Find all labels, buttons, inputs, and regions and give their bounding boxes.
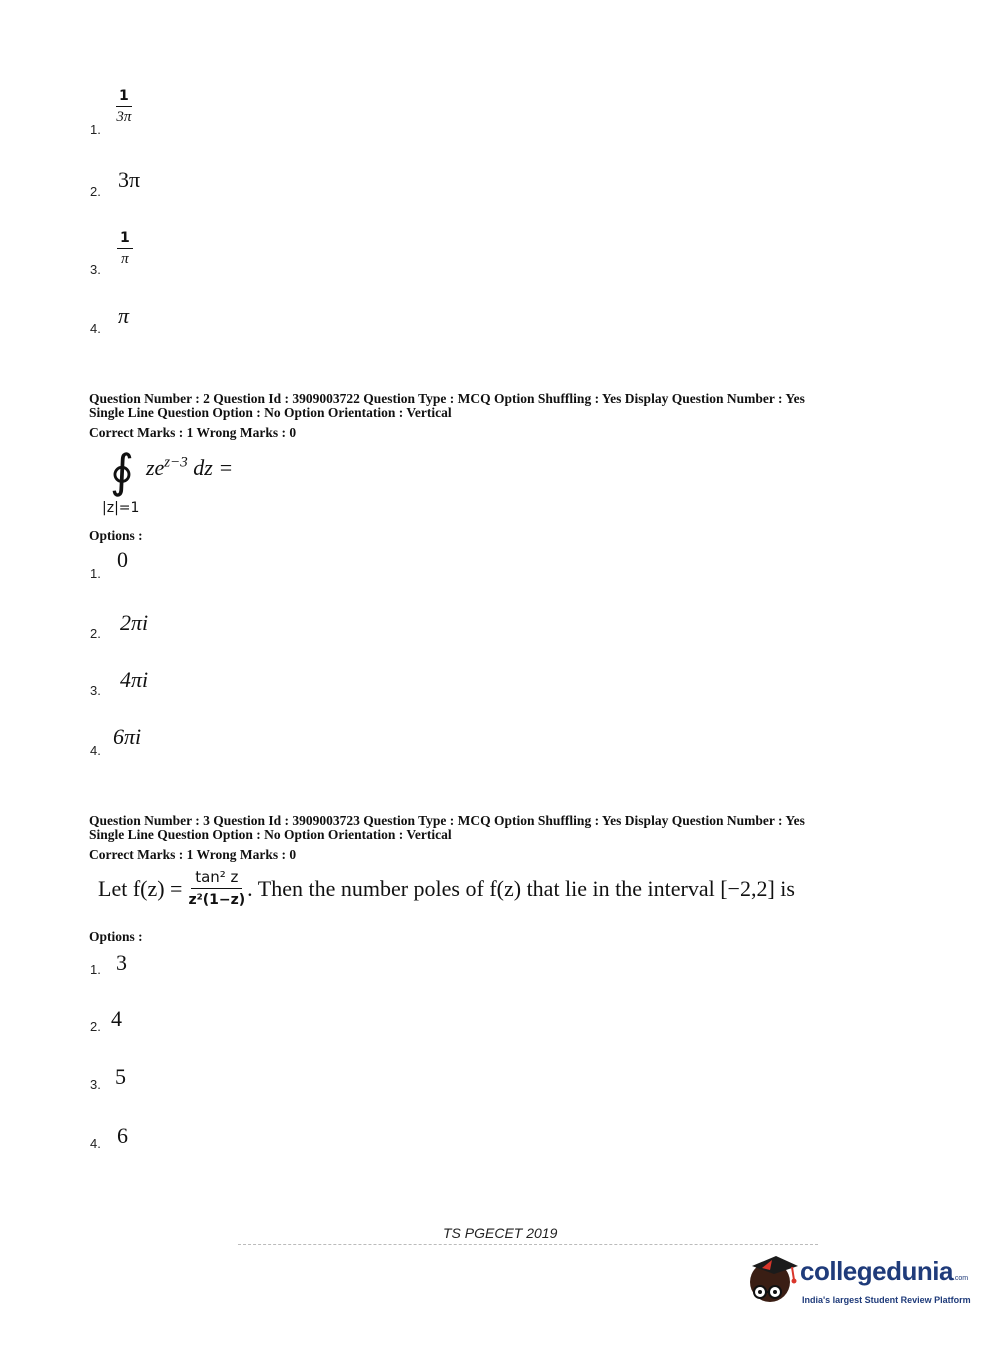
q3-option-3-number: 3. — [90, 1077, 101, 1092]
q3-stem-prefix: Let f(z) = — [98, 875, 183, 901]
collegedunia-logo — [742, 1248, 974, 1308]
q3-option-3-value: 5 — [115, 1064, 126, 1089]
q3-fraction — [188, 868, 245, 909]
q3-option-2-number: 2. — [90, 1019, 101, 1034]
q3-meta-line-2: Single Line Question Option : No Option Orientation : Vertical — [89, 827, 452, 842]
q2-stem — [110, 444, 234, 498]
q2-option-1-value: 0 — [117, 547, 128, 572]
contour-integral-symbol: ∮ — [110, 444, 134, 498]
q2-contour-label: |z|=1 — [102, 500, 140, 516]
q1-option-1-value: $\frac{1}{3\pi}$ — [116, 88, 132, 125]
graduate-mascot-icon — [742, 1248, 802, 1308]
logo-brand-name: collegedunia — [800, 1256, 953, 1286]
q2-option-1-number: 1. — [90, 566, 101, 581]
q1-option-4-number: 4. — [90, 321, 101, 336]
q2-meta-line-2: Single Line Question Option : No Option Orientation : Vertical — [89, 405, 452, 420]
q2-option-2-value: 2πi — [120, 610, 149, 635]
q3-option-2-value: 4 — [111, 1006, 122, 1031]
q3-option-1-number: 1. — [90, 962, 101, 977]
q2-option-2-number: 2. — [90, 626, 101, 641]
q1-option-2-value: 3π — [118, 167, 141, 192]
logo-tagline: India's largest Student Review Platform — [802, 1295, 971, 1305]
footer-exam-title: TS PGECET 2019 — [443, 1225, 558, 1241]
q3-stem — [98, 868, 795, 909]
q3-meta-line-1: Question Number : 3 Question Id : 3909003723 Question Type : MCQ Option Shuffling : Yes Display Question Number : Yes — [89, 813, 805, 828]
footer-divider — [238, 1244, 818, 1245]
q1-option-2-number: 2. — [90, 184, 101, 199]
q2-options-label: Options : — [89, 528, 143, 543]
q2-option-4-number: 4. — [90, 743, 101, 758]
q2-option-3-value: 4πi — [120, 667, 149, 692]
q2-option-4-value: 6πi — [113, 724, 142, 749]
q3-marks: Correct Marks : 1 Wrong Marks : 0 — [89, 847, 297, 862]
logo-wordmark — [800, 1256, 968, 1287]
q3-option-1-value: 3 — [116, 950, 127, 975]
q3-options-label: Options : — [89, 929, 143, 944]
q3-stem-suffix: . Then the number poles of f(z) that lie in the interval [−2,2] is — [247, 875, 795, 901]
q2-marks: Correct Marks : 1 Wrong Marks : 0 — [89, 425, 297, 440]
q3-fraction-numerator: tan² z — [191, 868, 242, 889]
q1-option-3-value: $\frac{1}{\pi}$ — [117, 230, 133, 267]
q1-option-1-number: 1. — [90, 122, 101, 137]
q3-fraction-denominator: z²(1−z) — [188, 892, 246, 908]
q1-option-3-number: 3. — [90, 262, 101, 277]
q2-integrand: $ze^{z-3}$ dz = — [145, 454, 234, 480]
logo-brand-suffix: .com — [952, 1275, 969, 1282]
q2-meta-line-1: Question Number : 2 Question Id : 3909003722 Question Type : MCQ Option Shuffling : Yes Display Question Number : Yes — [89, 391, 805, 406]
q3-option-4-number: 4. — [90, 1136, 101, 1151]
q3-option-4-value: 6 — [117, 1123, 128, 1148]
q1-option-4-value: π — [118, 303, 130, 328]
q2-option-3-number: 3. — [90, 683, 101, 698]
